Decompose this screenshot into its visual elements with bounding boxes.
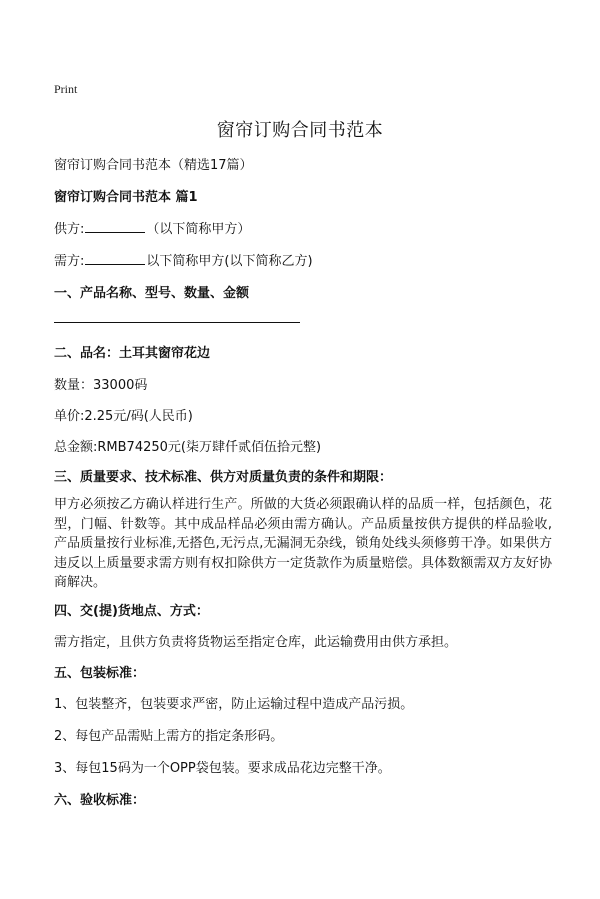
clause4-heading: 四、交(提)货地点、方式： bbox=[54, 604, 209, 619]
party-b-blank bbox=[85, 252, 145, 265]
party-a-label: 供方: bbox=[54, 222, 85, 237]
party-b-label: 需方: bbox=[54, 254, 85, 269]
clause2-total: 总金额:RMB74250元(柒万肆仟贰佰伍拾元整) bbox=[54, 440, 322, 455]
document-title: 窗帘订购合同书范本 bbox=[216, 120, 384, 141]
clause1-fill-line bbox=[54, 322, 300, 323]
clause3-body: 甲方必须按乙方确认样进行生产。所做的大货必须跟确认样的品质一样，包括颜色，花型，门幅、针数等。其中成品样品必须由需方确认。产品质量按供方提供的样品验收,产品质量按行业标准,无搭色,无污点,无漏洞无杂线，锁角处线头须修剪干净。如果供方违反以上质量要求需方则有权扣除供方一定货款作为质量赔偿。具体数额需双方友好协商解决。 bbox=[54, 497, 552, 590]
clause1-heading: 一、产品名称、型号、数量、金额 bbox=[54, 286, 250, 301]
clause6-heading: 六、验收标准： bbox=[54, 793, 146, 808]
party-b-note: 以下简称甲方(以下简称乙方) bbox=[146, 254, 313, 269]
clause3-heading: 三、质量要求、技术标准、供方对质量负责的条件和期限： bbox=[54, 470, 393, 485]
print-label: Print bbox=[54, 82, 78, 96]
clause5-item: 2、每包产品需贴上需方的指定条形码。 bbox=[54, 729, 284, 744]
party-b-line bbox=[54, 250, 313, 269]
party-a-blank bbox=[85, 220, 145, 233]
party-a-note: （以下简称甲方） bbox=[146, 222, 251, 237]
clause4-body: 需方指定，且供方负责将货物运至指定仓库，此运输费用由供方承担。 bbox=[54, 635, 458, 650]
party-a-line bbox=[54, 218, 250, 237]
document-subtitle: 窗帘订购合同书范本（精选17篇） bbox=[54, 158, 253, 173]
clause5-item: 1、包装整齐，包装要求严密，防止运输过程中造成产品污损。 bbox=[54, 697, 414, 712]
clause5-heading: 五、包装标准： bbox=[54, 666, 146, 681]
section-heading: 窗帘订购合同书范本 篇1 bbox=[54, 190, 198, 205]
clause2-quantity: 数量：33000码 bbox=[54, 378, 148, 393]
clause5-item: 3、每包15码为一个OPP袋包装。要求成品花边完整干净。 bbox=[54, 761, 391, 776]
clause2-unit-price: 单价:2.25元/码(人民币) bbox=[54, 409, 193, 424]
clause2-heading: 二、品名：土耳其窗帘花边 bbox=[54, 346, 211, 361]
